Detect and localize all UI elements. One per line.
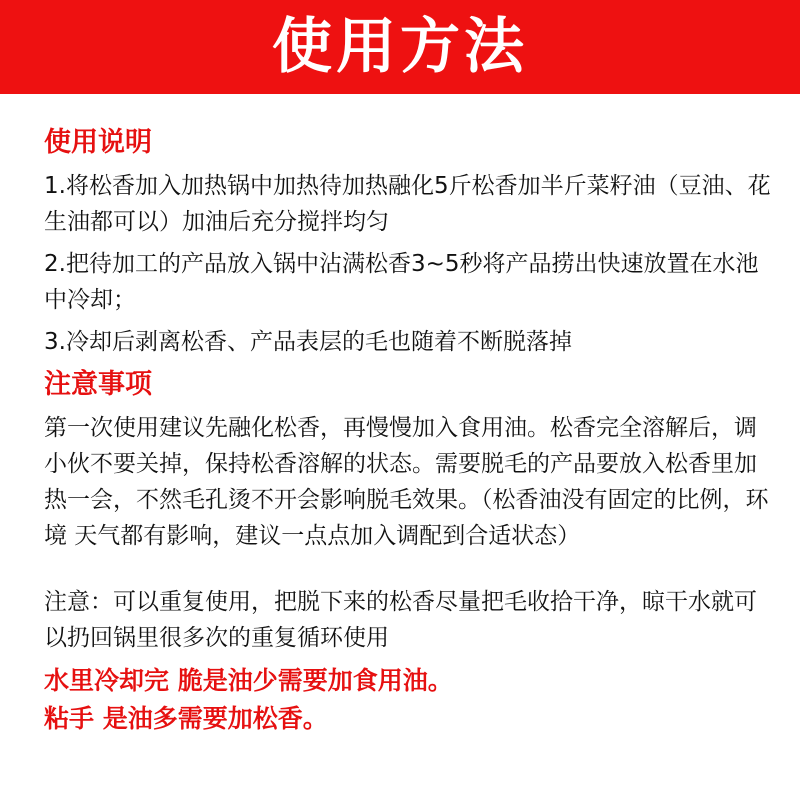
page-title: 使用方法 (272, 12, 528, 82)
title-banner (0, 0, 800, 94)
tip-line-oil: 水里冷却完 脆是油少需要加食用油。 (44, 666, 453, 695)
instructions-content (44, 124, 774, 738)
reuse-notice: 注意：可以重复使用，把脱下来的松香尽量把毛收拾干净，晾干水就可以扔回锅里很多次的重复循环使用 (44, 589, 757, 651)
tip-line-rosin: 粘手 是油多需要加松香。 (44, 704, 328, 733)
notes-paragraph: 第一次使用建议先融化松香，再慢慢加入食用油。松香完全溶解后，调小伙不要关掉，保持松香溶解的状态。需要脱毛的产品要放入松香里加热一会，不然毛孔烫不开会影响脱毛效果。（松香油没有固定的比例，环境 天气都有影响，建议一点点加入调配到合适状态） (44, 415, 769, 549)
usage-heading: 使用说明 (44, 127, 152, 158)
notes-heading: 注意事项 (44, 369, 152, 400)
usage-step-3: 3.冷却后剥离松香、产品表层的毛也随着不断脱落掉 (44, 329, 572, 355)
usage-step-2: 2.把待加工的产品放入锅中沾满松香3~5秒将产品捞出快速放置在水池中冷却； (44, 251, 759, 313)
usage-step-1: 1.将松香加入加热锅中加热待加热融化5斤松香加半斤菜籽油（豆油、花生油都可以）加油后充分搅拌均匀 (44, 173, 771, 235)
